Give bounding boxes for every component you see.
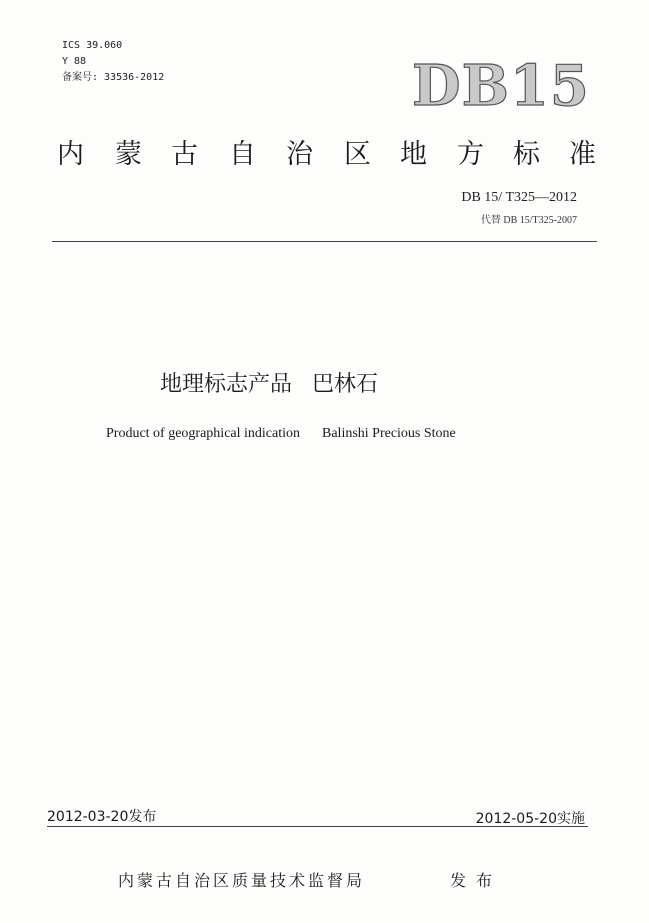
title-en-part1: Product of geographical indication <box>106 426 300 441</box>
title-en-part2: Balinshi Precious Stone <box>322 426 456 441</box>
standard-class-char: 方 <box>457 139 484 170</box>
footer-divider <box>47 826 588 827</box>
classification-meta <box>62 38 164 86</box>
record-number: 备案号: 33536-2012 <box>62 72 165 83</box>
standard-class-char: 标 <box>513 139 540 170</box>
standard-class-char: 古 <box>171 139 198 170</box>
replaces-standard: 代替 DB 15/T325-2007 <box>480 215 577 226</box>
standard-class-char: 地 <box>400 139 427 170</box>
publisher-name: 内蒙古自治区质量技术监督局 <box>118 871 366 890</box>
standard-class-char: 准 <box>569 139 596 170</box>
standard-class-char: 区 <box>344 139 371 170</box>
db15-logo: DB15 <box>412 53 590 119</box>
header-divider <box>52 241 597 242</box>
publish-label: 发布 <box>450 871 503 890</box>
standard-class-char: 治 <box>286 139 313 170</box>
category-code: Y 88 <box>62 56 87 67</box>
standard-number: DB 15/ T325—2012 <box>461 190 577 205</box>
title-english <box>106 426 456 442</box>
title-chinese <box>160 367 378 398</box>
standard-class-char: 内 <box>57 139 84 170</box>
standard-class-char: 蒙 <box>115 139 142 170</box>
implement-date: 2012-05-20实施 <box>475 811 585 827</box>
title-cn-part1: 地理标志产品 <box>160 372 293 397</box>
standard-class-char: 自 <box>229 139 256 170</box>
title-cn-part2: 巴林石 <box>312 372 379 397</box>
ics-code: ICS 39.060 <box>62 40 123 51</box>
release-date: 2012-03-20发布 <box>47 809 157 825</box>
